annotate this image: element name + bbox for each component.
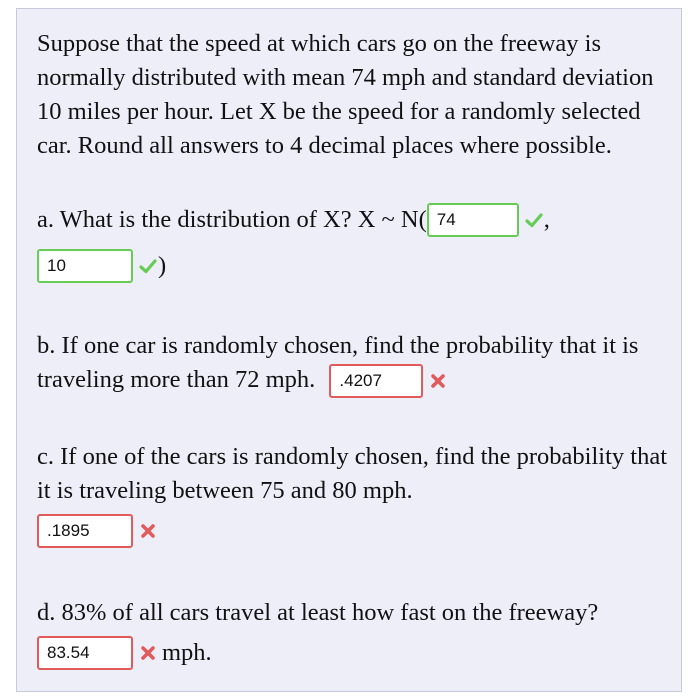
part-a-line-1 bbox=[37, 197, 667, 243]
cross-icon bbox=[138, 643, 158, 663]
part-a bbox=[37, 197, 667, 289]
cross-icon bbox=[428, 371, 448, 391]
question-card bbox=[16, 8, 682, 692]
part-d-answer-line bbox=[37, 630, 667, 676]
part-d-unit: mph. bbox=[162, 639, 212, 667]
part-a-separator: , bbox=[543, 206, 550, 233]
part-c-prompt: c. If one of the cars is randomly chosen, find the probability that it is traveling between 75 and 80 mph. bbox=[37, 443, 668, 505]
part-b-prompt: b. If one car is randomly chosen, find the probability that it is traveling more than 72 mph. bbox=[37, 332, 639, 393]
part-d-answer-input[interactable] bbox=[37, 636, 133, 670]
part-d bbox=[37, 596, 667, 676]
part-c-answer-input[interactable] bbox=[37, 514, 133, 548]
part-a-line-2 bbox=[37, 243, 667, 289]
check-icon bbox=[138, 256, 158, 276]
check-icon bbox=[524, 210, 544, 230]
question-content bbox=[37, 27, 667, 676]
part-a-sd-input[interactable] bbox=[37, 249, 133, 283]
part-b bbox=[37, 329, 667, 398]
part-c bbox=[37, 440, 667, 554]
part-c-answer-line bbox=[37, 508, 667, 554]
part-a-closing: ) bbox=[158, 252, 167, 279]
part-b-answer-input[interactable] bbox=[329, 364, 423, 398]
question-intro: Suppose that the speed at which cars go on the freeway is normally distributed with mean 74 mph and standard deviation 10 miles per hour. Let X be the speed for a randomly selected car. Round all answers to 4 decimal places where possible. bbox=[37, 30, 654, 159]
part-a-prompt: a. What is the distribution of X? X ~ N( bbox=[37, 206, 427, 233]
cross-icon bbox=[138, 521, 158, 541]
part-a-mean-input[interactable] bbox=[427, 203, 519, 237]
part-d-prompt: d. 83% of all cars travel at least how fast on the freeway? bbox=[37, 599, 599, 627]
